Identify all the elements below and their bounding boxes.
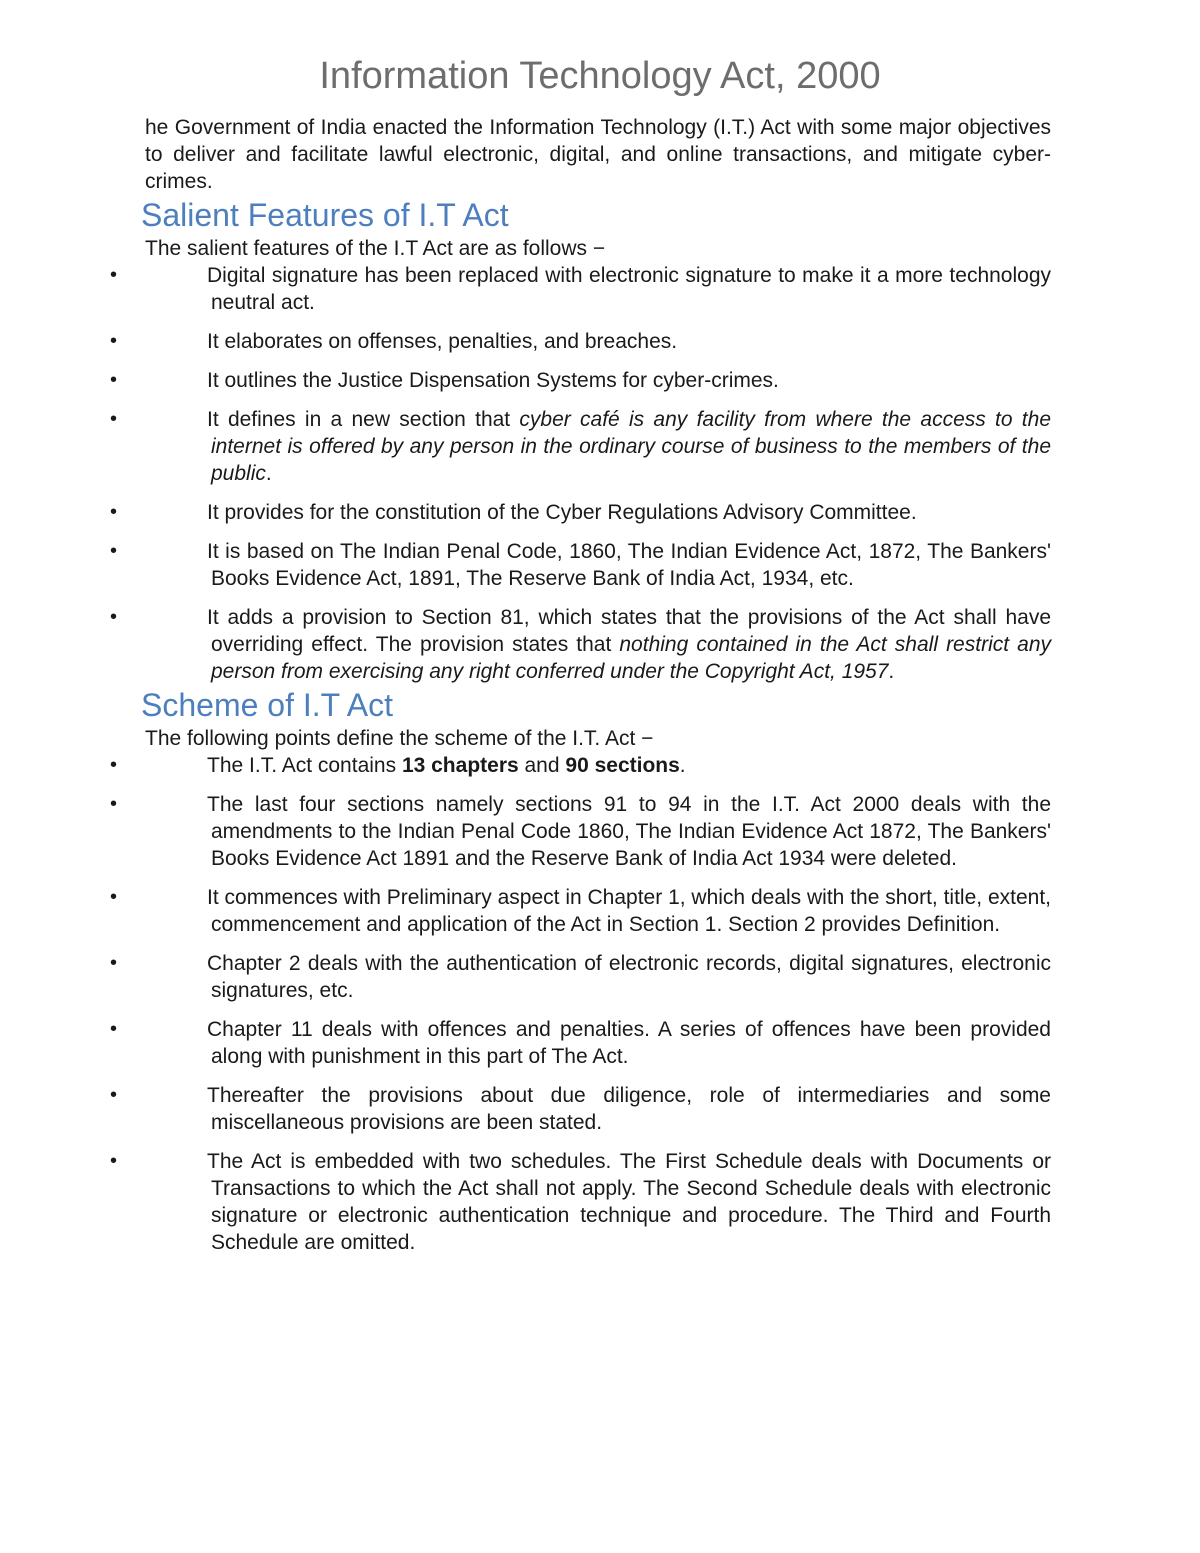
- salient-features-lead: The salient features of the I.T Act are as follows −: [145, 237, 606, 260]
- bold-chapters: 13 chapters: [401, 754, 519, 777]
- list-item-text: It elaborates on offenses, penalties, and breaches.: [207, 330, 678, 353]
- list-item: [75, 328, 1051, 355]
- list-item-text: Chapter 11 deals with offences and penalties. A series of offences have been provided along with punishment in this part of The Act.: [207, 1018, 1051, 1068]
- list-item: [75, 950, 1051, 1004]
- bullet-icon: •: [110, 501, 118, 523]
- list-item-text: The Act is embedded with two schedules. The First Schedule deals with Documents or Transactions to which the Act shall not apply. The Second Schedule deals with electronic signature or electronic authentication technique and procedure. The Third and Fourth Schedule are omitted.: [207, 1150, 1051, 1254]
- list-item-text: Chapter 2 deals with the authentication of electronic records, digital signatures, electronic signatures, etc.: [207, 952, 1051, 1002]
- scheme-list: [110, 752, 1051, 1256]
- list-item: [75, 262, 1051, 316]
- list-item: [75, 1148, 1051, 1256]
- intro-paragraph: he Government of India enacted the Information Technology (I.T.) Act with some major objectives to deliver and facilitate lawful electronic, digital, and online transactions, and mitigate cyber-crimes.: [145, 116, 1051, 193]
- list-item-text: The last four sections namely sections 91 to 94 in the I.T. Act 2000 deals with the amendments to the Indian Penal Code 1860, The Indian Evidence Act 1872, The Bankers' Books Evidence Act 1891 and the Reserve Bank of India Act 1934 were deleted.: [207, 793, 1051, 870]
- list-item: [75, 752, 1051, 779]
- text-segment: The I.T. Act contains: [207, 754, 402, 777]
- document-title: Information Technology Act, 2000: [319, 55, 881, 97]
- list-item: [75, 604, 1051, 685]
- bullet-icon: •: [110, 606, 118, 628]
- bullet-icon: •: [110, 264, 118, 286]
- list-item: [75, 406, 1051, 487]
- list-item: [75, 1082, 1051, 1136]
- scheme-heading: Scheme of I.T Act: [141, 687, 393, 723]
- list-item: [75, 884, 1051, 938]
- document-body: [110, 114, 1051, 1256]
- bullet-icon: •: [110, 330, 118, 352]
- italic-definition: cyber café is any facility from where the access to the internet is offered by any person in the ordinary course of business to the members of the public: [211, 408, 1051, 485]
- bullet-icon: •: [110, 886, 118, 908]
- text-segment: and: [518, 754, 566, 777]
- bullet-icon: •: [110, 793, 118, 815]
- list-item: [75, 791, 1051, 872]
- list-item: [75, 538, 1051, 592]
- bullet-icon: •: [110, 754, 118, 776]
- bullet-icon: •: [110, 1150, 118, 1172]
- text-segment: It adds a provision to Section 81, which states that the provisions of the Act shall have overriding effect. The provision states that: [207, 606, 1051, 656]
- bullet-icon: •: [110, 540, 118, 562]
- list-item-text: It provides for the constitution of the Cyber Regulations Advisory Committee.: [207, 501, 917, 524]
- list-item-text: It is based on The Indian Penal Code, 1860, The Indian Evidence Act, 1872, The Bankers' Books Evidence Act, 1891, The Reserve Bank of India Act, 1934, etc.: [207, 540, 1051, 590]
- list-item-text: Thereafter the provisions about due diligence, role of intermediaries and some miscellaneous provisions are been stated.: [207, 1084, 1051, 1134]
- list-item-text: It commences with Preliminary aspect in Chapter 1, which deals with the short, title, extent, commencement and application of the Act in Section 1. Section 2 provides Definition.: [207, 886, 1051, 936]
- text-segment: .: [888, 660, 895, 683]
- text-segment: It defines in a new section that: [207, 408, 520, 431]
- scheme-lead: The following points define the scheme of the I.T. Act −: [145, 727, 654, 750]
- salient-features-heading: Salient Features of I.T Act: [141, 197, 509, 233]
- list-item-text: [145, 406, 1051, 487]
- bullet-icon: •: [110, 952, 118, 974]
- list-item: [75, 499, 1051, 526]
- italic-quote: nothing contained in the Act shall restrict any person from exercising any right conferred under the Copyright Act, 1957: [211, 633, 1051, 683]
- bullet-icon: •: [110, 369, 118, 391]
- bullet-icon: •: [110, 1084, 118, 1106]
- list-item-text: Digital signature has been replaced with electronic signature to make it a more technology neutral act.: [207, 264, 1051, 314]
- list-item-text: It outlines the Justice Dispensation Systems for cyber-crimes.: [207, 369, 779, 392]
- bullet-icon: •: [110, 408, 118, 430]
- bold-sections: 90 sections: [565, 754, 680, 777]
- list-item-text: [145, 604, 1051, 685]
- bullet-icon: •: [110, 1018, 118, 1040]
- list-item: [75, 1016, 1051, 1070]
- list-item: [75, 367, 1051, 394]
- text-segment: .: [679, 754, 686, 777]
- salient-features-list: [110, 262, 1051, 685]
- text-segment: .: [265, 462, 272, 485]
- list-item-text: [145, 752, 1051, 779]
